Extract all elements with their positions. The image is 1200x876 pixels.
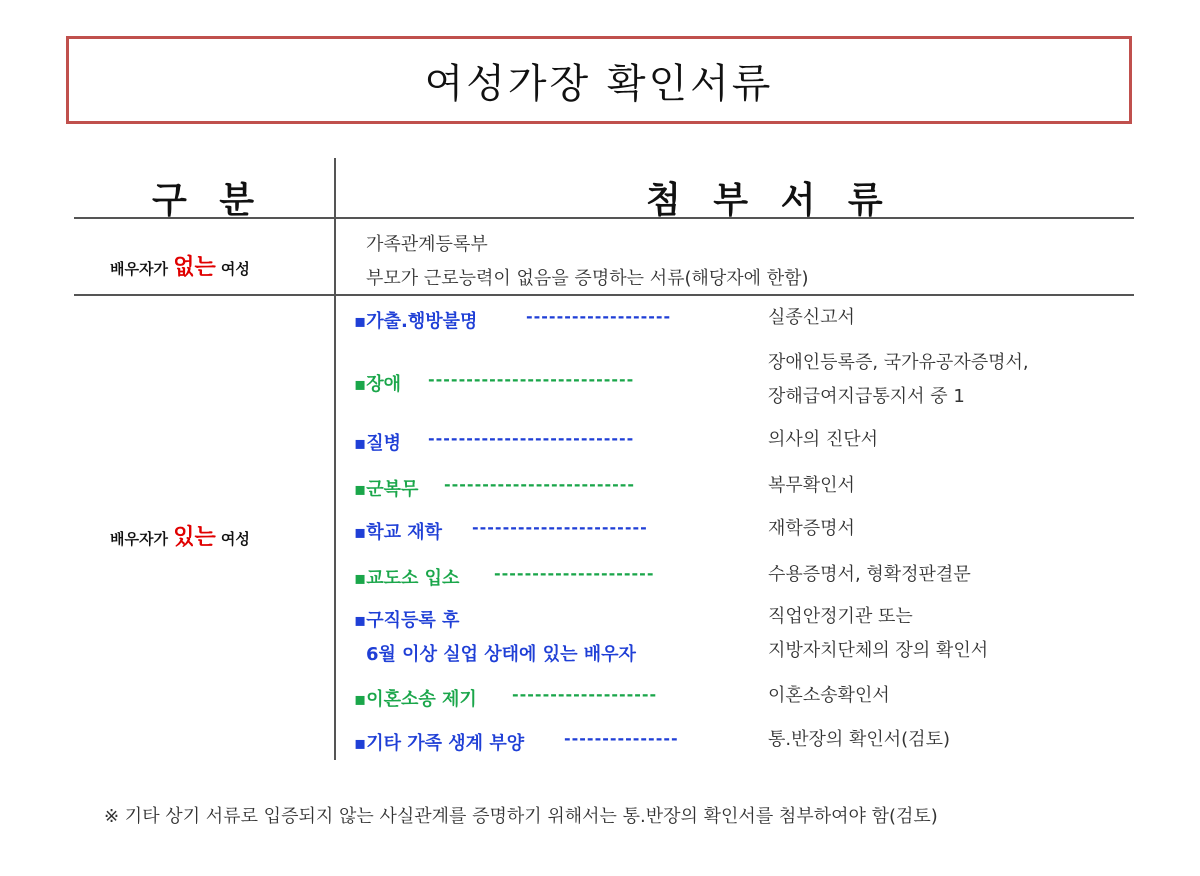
doc-employment-2: 지방자치단체의 장의 확인서 — [768, 640, 989, 661]
reason-prison: ▪교도소 입소 — [354, 568, 460, 589]
column-divider — [334, 158, 336, 760]
doc-diagnosis: 의사의 진단서 — [768, 429, 879, 450]
category-no-spouse: 배우자가 없는 여성 — [110, 255, 250, 280]
doc-disability-1: 장애인등록증, 국가유공자증명서, — [768, 352, 1029, 373]
footnote: ※ 기타 상기 서류로 입증되지 않는 사실관계를 증명하기 위해서는 통.반장의 확인서를 첨부하여야 함(검토) — [104, 806, 938, 827]
reason-missing: ▪가출.행방불명 — [354, 311, 478, 332]
reason-unemployed-1: ▪구직등록 후 — [354, 610, 460, 631]
page-title: 여성가장 확인서류 — [424, 60, 774, 107]
doc-disability-2: 장해급여지급통지서 중 1 — [768, 386, 965, 407]
doc-missing-report: 실종신고서 — [768, 307, 855, 328]
doc-military-service: 복무확인서 — [768, 475, 855, 496]
category-with-spouse: 배우자가 있는 여성 — [110, 525, 250, 550]
doc-tong-ban-confirmation: 통.반장의 확인서(검토) — [768, 729, 950, 750]
reason-other-support: ▪기타 가족 생계 부양 — [354, 733, 525, 754]
leader-dashes: --------------- — [564, 729, 679, 748]
doc-family-register: 가족관계등록부 — [366, 234, 488, 255]
doc-prison: 수용증명서, 형확정판결문 — [768, 564, 971, 585]
doc-divorce: 이혼소송확인서 — [768, 685, 890, 706]
reason-divorce: ▪이혼소송 제기 — [354, 689, 477, 710]
leader-dashes: --------------------------- — [428, 429, 635, 448]
doc-enrollment: 재학증명서 — [768, 518, 855, 539]
reason-military: ▪군복무 — [354, 479, 419, 500]
doc-employment-1: 직업안정기관 또는 — [768, 606, 913, 627]
leader-dashes: ------------------------- — [444, 475, 636, 494]
title-box — [66, 36, 1132, 124]
leader-dashes: ----------------------- — [472, 518, 648, 537]
leader-dashes: ------------------- — [526, 307, 672, 326]
reason-unemployed-2: 6월 이상 실업 상태에 있는 배우자 — [366, 644, 636, 665]
column-header-documents: 첨 부 서 류 — [646, 180, 893, 221]
reason-school: ▪학교 재학 — [354, 522, 443, 543]
leader-dashes: ------------------- — [512, 685, 658, 704]
leader-dashes: --------------------- — [494, 564, 655, 583]
column-header-category: 구 분 — [152, 180, 265, 221]
doc-parents-incapacity: 부모가 근로능력이 없음을 증명하는 서류(해당자에 한함) — [366, 268, 809, 289]
leader-dashes: --------------------------- — [428, 370, 635, 389]
reason-disability: ▪장애 — [354, 374, 401, 395]
reason-illness: ▪질병 — [354, 433, 401, 454]
row-divider — [74, 294, 1134, 296]
